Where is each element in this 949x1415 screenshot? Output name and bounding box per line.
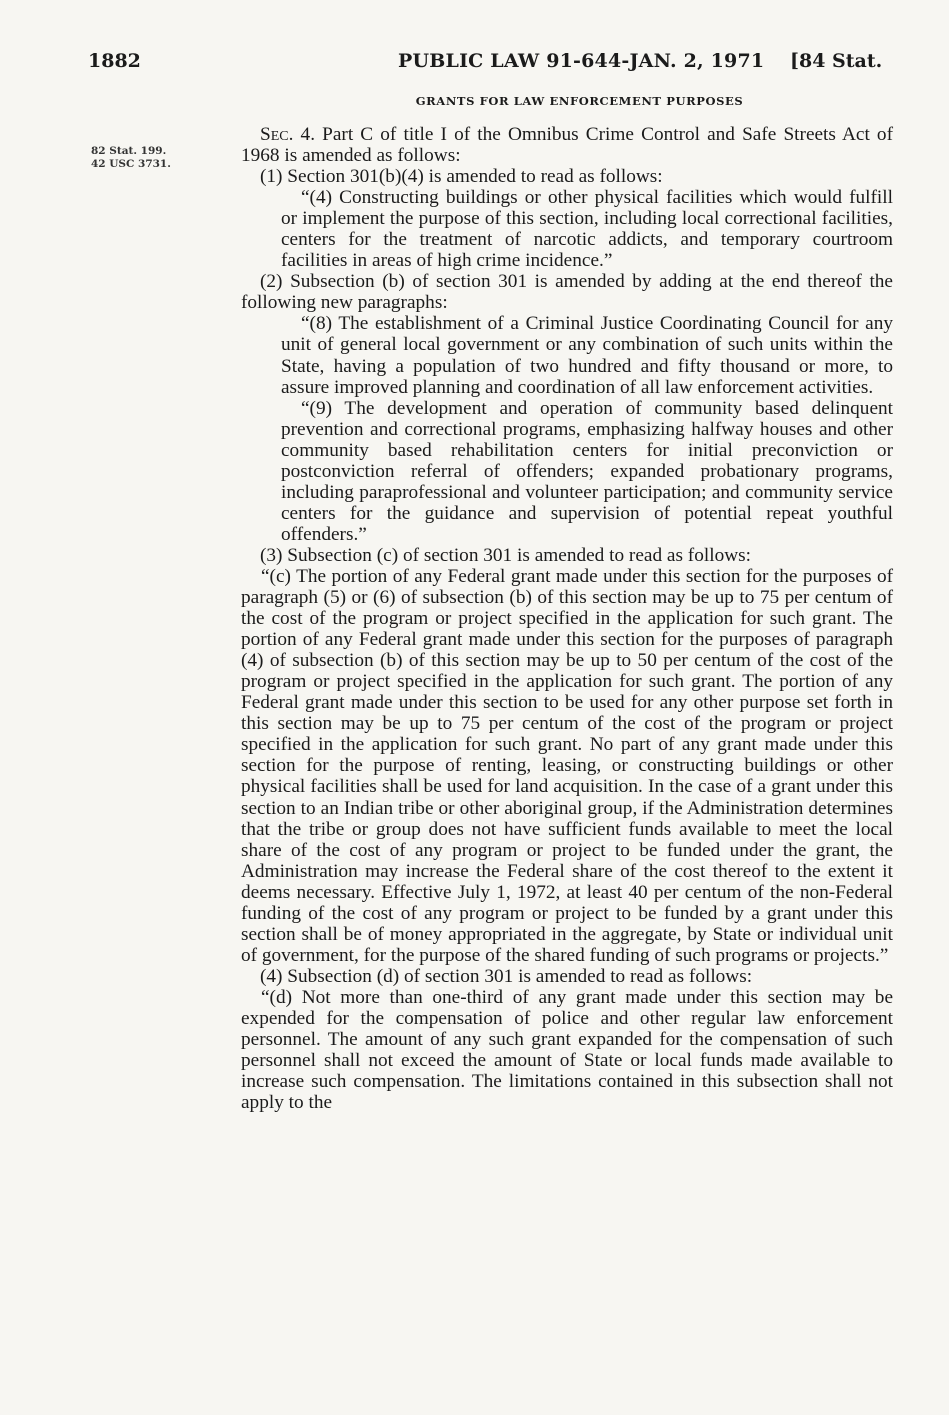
document-body <box>241 124 893 1113</box>
volume-reference: [84 Stat. <box>790 50 883 72</box>
running-title: PUBLIC LAW 91-644-JAN. 2, 1971 <box>398 50 765 72</box>
margin-citation-line-2: 42 USC 3731. <box>91 158 171 170</box>
margin-citation-line-1: 82 Stat. 199. <box>91 145 167 157</box>
paragraph-text: 4. Part C of title I of the Omnibus Crime Control and Safe Streets Act of 1968 is amended as follows: <box>241 124 893 167</box>
section-label: Sec. <box>260 124 294 145</box>
margin-citation <box>91 145 171 171</box>
paragraph-subpara-4: “(4) Constructing buildings or other physical facilities which would fulfill or implement the purpose of this section, including local correctional facilities, centers for the treatment of narcotic addicts, and temporary courtroom facilities in areas of high crime incidence.” <box>281 187 893 272</box>
paragraph-subsection-c: “(c) The portion of any Federal grant made under this section for the purposes of paragraph (5) or (6) of subsection (b) of this section may be up to 75 per centum of the cost of the program or project specified in the application for such grant. The portion of any Federal grant made under this section for the purposes of paragraph (4) of subsection (b) of this section may be up to 50 per centum of the cost of the program or project specified in the application for such grant. The portion of any Federal grant made under this section to be used for any other purpose set forth in this section may be up to 75 per centum of the cost of the program or project specified in the application for such grant. No part of any grant made under this section for the purpose of renting, leasing, or constructing buildings or other physical facilities shall be used for land acquisition. In the case of a grant under this section to an Indian tribe or other aboriginal group, if the Administration determines that the tribe or group does not have sufficient funds available to meet the local share of the cost of any program or project to be funded under the grant, the Administration may increase the Federal share of the cost thereof to the extent it deems necessary. Effective July 1, 1972, at least 40 per centum of the non-Federal funding of the cost of any program or project to be funded by a grant under this section shall be of money appropriated in the aggregate, by State or individual unit of government, for the purpose of the shared funding of such programs or projects.” <box>241 565 893 966</box>
paragraph-amendment-1: (1) Section 301(b)(4) is amended to read as follows: <box>260 166 663 188</box>
paragraph-subpara-9: “(9) The development and operation of community based delinquent prevention and correctional programs, emphasizing halfway houses and other community based rehabilitation centers for initial preconviction or postconviction referral of offenders; expanded probationary programs, including paraprofessional and volunteer participation; and community service centers for the guidance and supervision of potential repeat youthful offenders.” <box>281 397 893 545</box>
paragraph-amendment-4: (4) Subsection (d) of section 301 is amended to read as follows: <box>260 965 753 987</box>
paragraph-subsection-d: “(d) Not more than one-third of any grant made under this section may be expended for the compensation of police and other regular law enforcement personnel. The amount of any such grant expanded for the compensation of such personnel shall not exceed the amount of State or local funds made available to increase such compensation. The limitations contained in this subsection shall not apply to the <box>241 986 893 1114</box>
paragraph-subpara-8: “(8) The establishment of a Criminal Justice Coordinating Council for any unit of general local government or any combination of such units within the State, having a population of two hundred and fifty thousand or more, to assure improved planning and coordination of all law enforcement activities. <box>281 313 893 398</box>
paragraph-amendment-3: (3) Subsection (c) of section 301 is amended to read as follows: <box>260 544 752 566</box>
section-heading: GRANTS FOR LAW ENFORCEMENT PURPOSES <box>415 94 744 108</box>
page-number: 1882 <box>88 50 141 72</box>
paragraph-amendment-2: (2) Subsection (b) of section 301 is amended by adding at the end thereof the following new paragraphs: <box>241 271 893 314</box>
paragraph-section-4 <box>241 124 893 166</box>
